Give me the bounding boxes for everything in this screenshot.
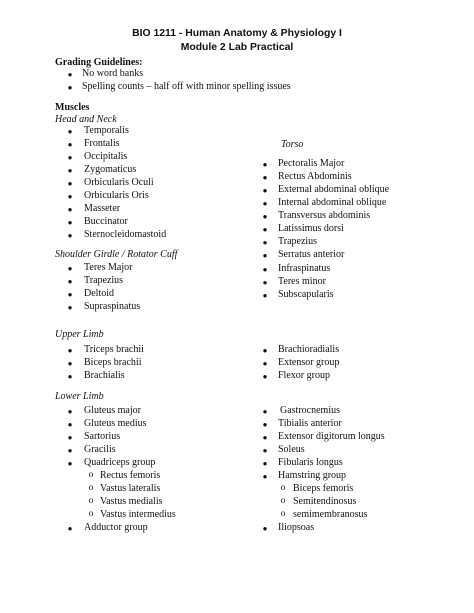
- muscle-item: Internal abdominal oblique: [278, 197, 387, 208]
- bullet-icon: ●: [262, 346, 268, 355]
- muscle-item: Iliopsoas: [278, 522, 315, 533]
- muscle-item: Gracilis: [84, 444, 116, 455]
- muscle-subitem: semimembranosus: [293, 509, 368, 520]
- section-label-shoulder: Shoulder Girdle / Rotator Cuff: [55, 249, 178, 260]
- grading-item: No word banks: [82, 68, 144, 79]
- bullet-icon: ●: [262, 433, 268, 442]
- bullet-icon: ●: [262, 238, 268, 247]
- bullet-icon: ●: [262, 372, 268, 381]
- muscle-item: Transversus abdominis: [278, 210, 371, 221]
- muscle-item: Quadriceps group: [84, 457, 156, 468]
- sub-bullet-icon: o: [88, 496, 94, 506]
- sub-bullet-icon: o: [280, 483, 286, 493]
- muscle-subitem: Semitendinosus: [293, 496, 357, 507]
- bullet-icon: ●: [262, 278, 268, 287]
- bullet-icon: ●: [67, 153, 73, 162]
- bullet-icon: ●: [67, 231, 73, 240]
- muscle-item: Teres Major: [84, 262, 133, 273]
- section-label-lower-limb: Lower Limb: [55, 391, 104, 402]
- muscle-item: Flexor group: [278, 370, 330, 381]
- bullet-icon: ●: [67, 459, 73, 468]
- muscle-item: Zygomaticus: [84, 164, 137, 175]
- muscle-subitem: Vastus lateralis: [100, 483, 161, 494]
- muscle-subitem: Vastus medialis: [100, 496, 163, 507]
- muscle-item: Orbicularis Oris: [84, 190, 149, 201]
- bullet-icon: ●: [67, 83, 73, 92]
- bullet-icon: ●: [262, 359, 268, 368]
- bullet-icon: ●: [262, 459, 268, 468]
- bullet-icon: ●: [67, 303, 73, 312]
- section-label-head-neck: Head and Neck: [55, 114, 117, 125]
- muscle-item: Biceps brachii: [84, 357, 142, 368]
- bullet-icon: ●: [262, 212, 268, 221]
- muscle-item: Supraspinatus: [84, 301, 141, 312]
- bullet-icon: ●: [262, 160, 268, 169]
- muscle-item: Orbicularis Oculi: [84, 177, 154, 188]
- muscle-subitem: Rectus femoris: [100, 470, 161, 481]
- bullet-icon: ●: [262, 173, 268, 182]
- muscle-item: Gastrocnemius: [280, 405, 340, 416]
- muscle-item: Pectoralis Major: [278, 158, 345, 169]
- muscle-item: Extensor digitorum longus: [278, 431, 385, 442]
- muscle-item: Sternocleidomastoid: [84, 229, 167, 240]
- bullet-icon: ●: [67, 277, 73, 286]
- bullet-icon: ●: [262, 446, 268, 455]
- muscle-item: Latissimus dorsi: [278, 223, 344, 234]
- muscle-item: Tibialis anterior: [278, 418, 342, 429]
- bullet-icon: ●: [262, 186, 268, 195]
- sub-bullet-icon: o: [88, 470, 94, 480]
- bullet-icon: ●: [67, 218, 73, 227]
- muscle-item: Deltoid: [84, 288, 114, 299]
- muscle-item: Masseter: [84, 203, 121, 214]
- bullet-icon: ●: [67, 192, 73, 201]
- muscle-item: Hamstring group: [278, 470, 347, 481]
- muscle-item: Extensor group: [278, 357, 340, 368]
- bullet-icon: ●: [67, 359, 73, 368]
- bullet-icon: ●: [262, 291, 268, 300]
- muscle-item: Adductor group: [84, 522, 148, 533]
- muscle-item: Gluteus medius: [84, 418, 147, 429]
- muscle-subitem: Vastus intermedius: [100, 509, 176, 520]
- grading-heading: Grading Guidelines:: [55, 57, 143, 68]
- muscle-item: Triceps brachii: [84, 344, 144, 355]
- bullet-icon: ●: [262, 420, 268, 429]
- bullet-icon: ●: [67, 70, 73, 79]
- sub-bullet-icon: o: [280, 496, 286, 506]
- muscles-heading: Muscles: [55, 102, 90, 113]
- muscle-item: Subscapularis: [278, 289, 334, 300]
- bullet-icon: ●: [262, 472, 268, 481]
- bullet-icon: ●: [262, 251, 268, 260]
- section-label-torso: Torso: [281, 139, 304, 150]
- muscle-item: Trapezius: [84, 275, 124, 286]
- bullet-icon: ●: [67, 407, 73, 416]
- muscle-item: Rectus Abdominis: [278, 171, 352, 182]
- muscle-item: Trapezius: [278, 236, 318, 247]
- bullet-icon: ●: [67, 372, 73, 381]
- bullet-icon: ●: [67, 420, 73, 429]
- bullet-icon: ●: [67, 166, 73, 175]
- muscle-item: Temporalis: [84, 125, 129, 136]
- bullet-icon: ●: [262, 524, 268, 533]
- bullet-icon: ●: [67, 433, 73, 442]
- muscle-item: External abdominal oblique: [278, 184, 390, 195]
- muscle-item: Sartorius: [84, 431, 121, 442]
- bullet-icon: ●: [262, 225, 268, 234]
- sub-bullet-icon: o: [88, 483, 94, 493]
- bullet-icon: ●: [67, 127, 73, 136]
- bullet-icon: ●: [67, 346, 73, 355]
- document-subtitle: Module 2 Lab Practical: [180, 42, 294, 53]
- document-title: BIO 1211 - Human Anatomy & Physiology I: [132, 28, 342, 39]
- muscle-item: Infraspinatus: [278, 263, 331, 274]
- muscle-item: Soleus: [278, 444, 305, 455]
- muscle-item: Buccinator: [84, 216, 128, 227]
- muscle-item: Brachioradialis: [278, 344, 340, 355]
- muscle-item: Occipitalis: [84, 151, 128, 162]
- muscle-item: Brachialis: [84, 370, 125, 381]
- bullet-icon: ●: [67, 179, 73, 188]
- sub-bullet-icon: o: [88, 509, 94, 519]
- muscle-item: Teres minor: [278, 276, 326, 287]
- bullet-icon: ●: [262, 407, 268, 416]
- muscle-item: Frontalis: [84, 138, 120, 149]
- muscle-item: Gluteus major: [84, 405, 141, 416]
- muscle-item: Fibularis longus: [278, 457, 343, 468]
- muscle-subitem: Biceps femoris: [293, 483, 354, 494]
- bullet-icon: ●: [67, 446, 73, 455]
- bullet-icon: ●: [262, 199, 268, 208]
- bullet-icon: ●: [67, 264, 73, 273]
- bullet-icon: ●: [262, 265, 268, 274]
- bullet-icon: ●: [67, 290, 73, 299]
- sub-bullet-icon: o: [280, 509, 286, 519]
- grading-item: Spelling counts – half off with minor spelling issues: [82, 81, 291, 92]
- section-label-upper-limb: Upper Limb: [55, 329, 104, 340]
- bullet-icon: ●: [67, 140, 73, 149]
- bullet-icon: ●: [67, 205, 73, 214]
- muscle-item: Serratus anterior: [278, 249, 345, 260]
- bullet-icon: ●: [67, 524, 73, 533]
